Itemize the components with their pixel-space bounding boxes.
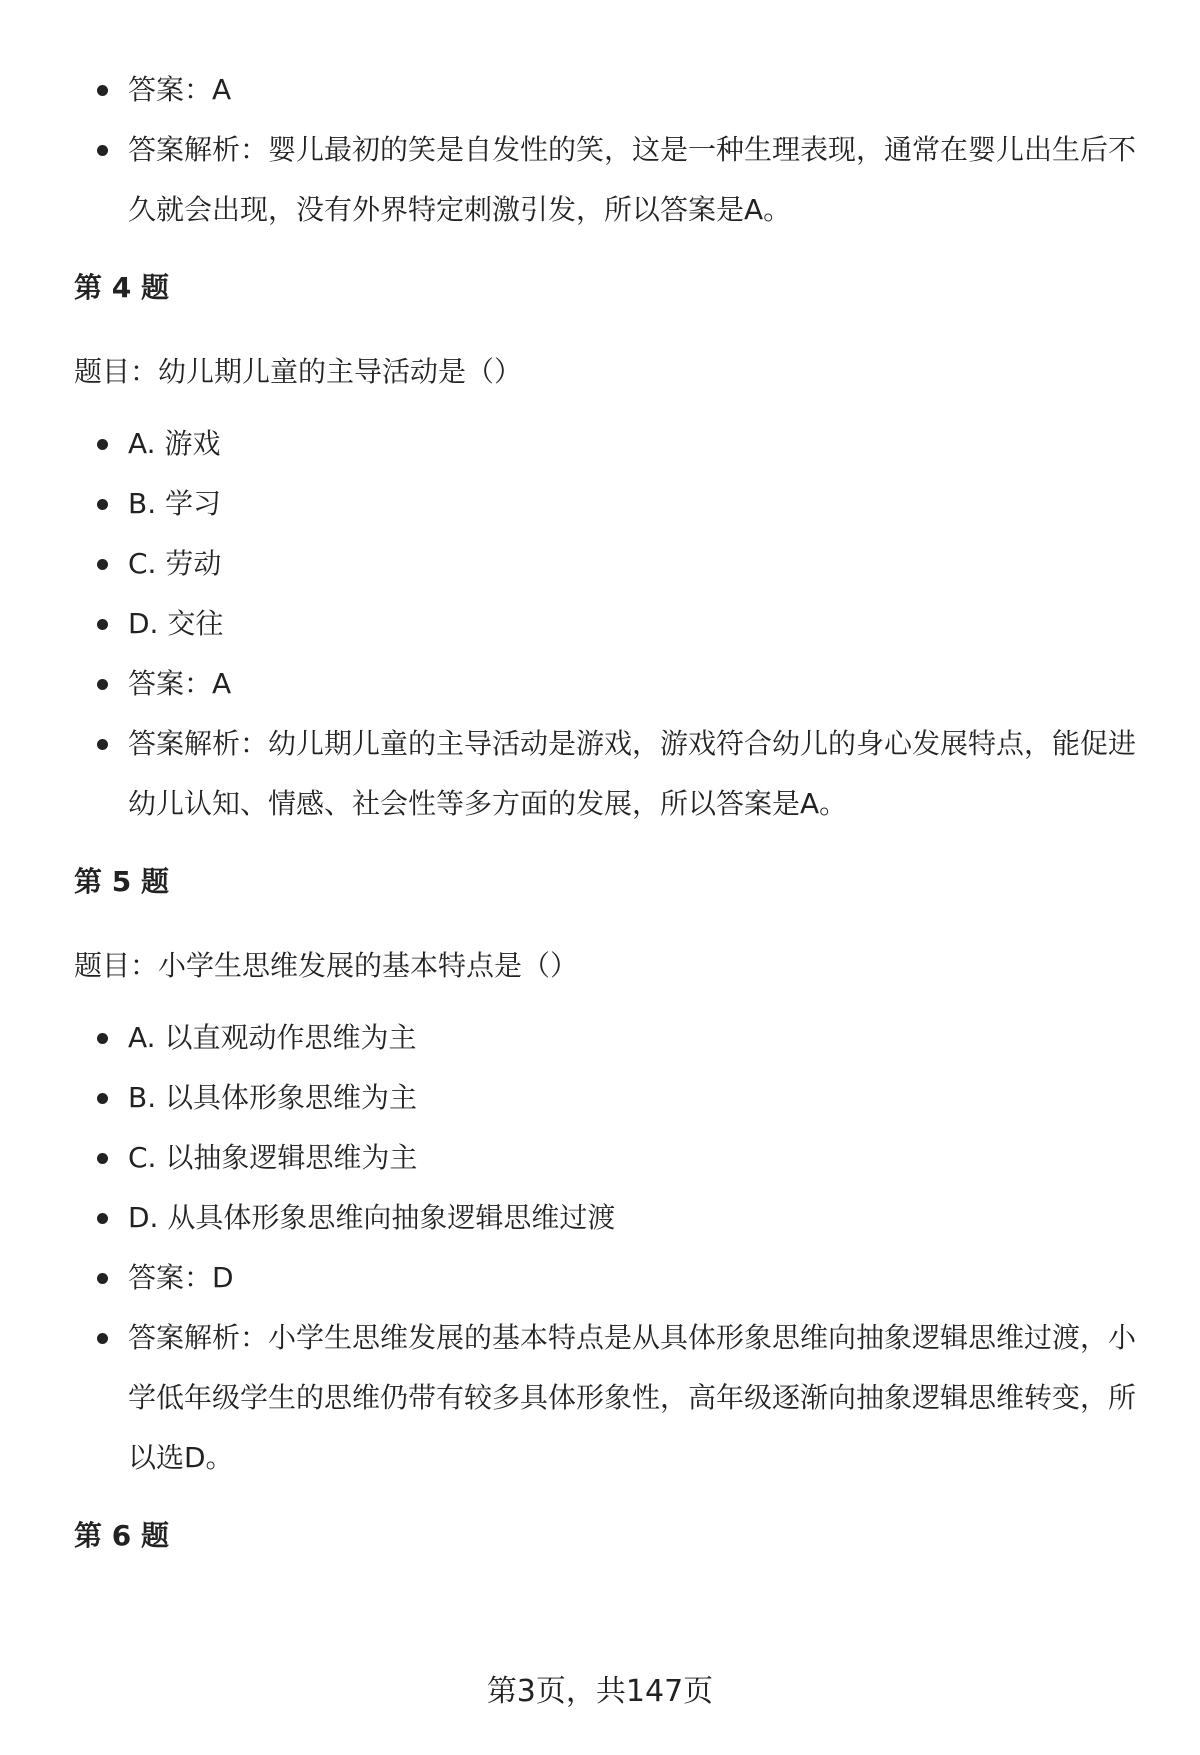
q5-answer: 答案：D	[128, 1248, 1144, 1308]
q4-option-b: B. 学习	[128, 474, 1144, 534]
q4-answer: 答案：A	[128, 654, 1144, 714]
q5-option-b: B. 以具体形象思维为主	[128, 1068, 1144, 1128]
q3-explanation: 答案解析：婴儿最初的笑是自发性的笑，这是一种生理表现，通常在婴儿出生后不久就会出现，没有外界特定刺激引发，所以答案是A。	[128, 120, 1144, 240]
q3-answer: 答案：A	[128, 60, 1144, 120]
q5-explanation: 答案解析：小学生思维发展的基本特点是从具体形象思维向抽象逻辑思维过渡，小学低年级学生的思维仍带有较多具体形象性，高年级逐渐向抽象逻辑思维转变，所以选D。	[128, 1308, 1144, 1488]
q3-tail-list	[74, 60, 1144, 240]
q5-option-d: D. 从具体形象思维向抽象逻辑思维过渡	[128, 1188, 1144, 1248]
q5-option-a: A. 以直观动作思维为主	[128, 1008, 1144, 1068]
q5-option-c: C. 以抽象逻辑思维为主	[128, 1128, 1144, 1188]
q5-list	[74, 1008, 1144, 1488]
q4-question: 题目：幼儿期儿童的主导活动是（）	[74, 355, 523, 388]
document-content	[74, 60, 1144, 1556]
q5-question: 题目：小学生思维发展的基本特点是（）	[74, 949, 579, 982]
q4-option-c: C. 劳动	[128, 534, 1144, 594]
q4-list	[74, 414, 1144, 834]
q6-heading: 第 6 题	[74, 1519, 169, 1552]
q4-option-a: A. 游戏	[128, 414, 1144, 474]
q4-option-d: D. 交往	[128, 594, 1144, 654]
q4-explanation: 答案解析：幼儿期儿童的主导活动是游戏，游戏符合幼儿的身心发展特点，能促进幼儿认知、情感、社会性等多方面的发展，所以答案是A。	[128, 714, 1144, 834]
q4-heading: 第 4 题	[74, 271, 169, 304]
page-footer: 第3页，共147页	[486, 1674, 714, 1709]
q5-heading: 第 5 题	[74, 865, 169, 898]
